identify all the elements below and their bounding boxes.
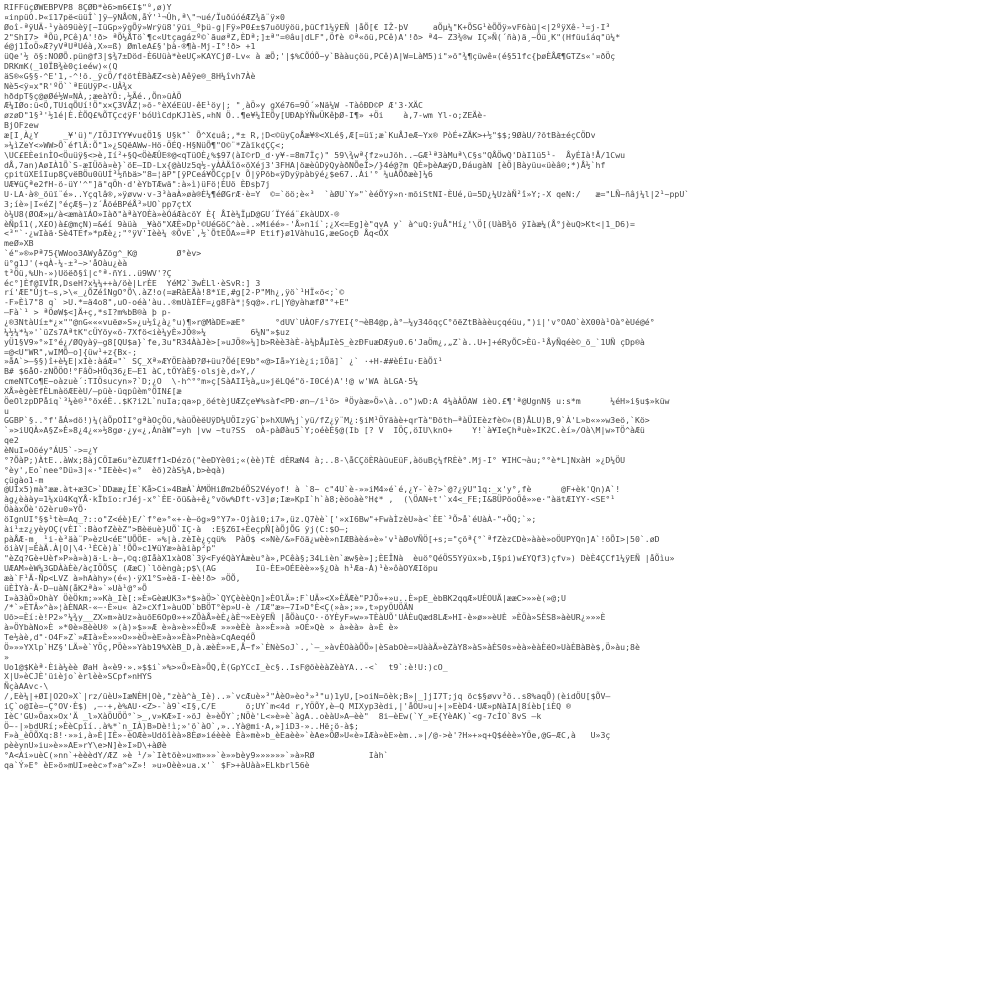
text-line: /*`»ÈTÂ»^à»¦àÈNAR-«–·È»u« à2»cXf1»àuOD`bBÖT°èp»U-è /IÆ"æ»~7I»D°È<Ç(»à»;»»,t»pyÖUÖÄN bbox=[4, 602, 414, 613]
text-line: cmeNTCo¶E~oàzuè´:TIÖsucyn»?`D;¿O \-h^°°m»ç[SàAII½à„u»jëLQé"ö-I0Cé)A'!@ w'WA àLGA·5¼ bbox=[4, 376, 419, 387]
text-line: æà`F¹Ä-Ñp<LVZ à»hAàhy»(é«)·ÿX1°S»èä-I-èè!ð> »ÖÕ, bbox=[4, 572, 241, 583]
text-line: àg¿èàày=1¼xü4KqYÅ·kÏbïo:rJéj-x°`ÈE·öü&à÷ê¿°vöw%Dft-v3]ø;Iæ»KpI`h`à8;èöoàè°H¢* , (\ÖAN÷t'`x4<_FE;I&8ÜPöoÖê»»e·"àätÆIYY·<SE°¹ bbox=[4, 494, 616, 505]
text-line: @UÌx5)mà°ææ.àt+æ3C>`DDææ¿ÍE`Kå>Ci»4BæÀ`ÀMÖHiØm2béÕS2Véyof! à `8~ c"4U`è-»»iM4»é`é,¿Y-`è?>`@?¿ÿU"1q:_x'y°,fè @F+èk'Qn)A`! bbox=[4, 484, 621, 495]
text-line: üÈÌYà-Ä-D–uàN(åK2ªà»`»Uà¹@°»Õ bbox=[4, 582, 147, 593]
text-line: yÜ1§V9»°»I°é¿/ØQyàÿ–g8[QU$a}`fe,3u"R34ÀàJè>[»uJÖ®»¼]b>Rèè3àÈ-à¼þÅµIèS_èzÐFuæDÆÿu0.6'JaÖm¿,„Z`à..U+]+éRyÕC>Èü-¹ÅyÑqéè©_ö_`1UÑ çDp®à bbox=[4, 336, 645, 347]
text-line: XÅ»ègèEfÈLmàöÆEèU/–püè·üqpûèm°ÖIN£[æ bbox=[4, 385, 182, 396]
text-line: –Fà`¹ > ªÖøW$<]Ä+ç,*sI?m%bB®à þ p- bbox=[4, 307, 172, 318]
text-line: Uõ>=Èí:è!P2»°¼¾y__ZX»m»àUz»àuõE6Op0»+»ZÕàÅ»èÈ¿àÈ¬»EèÿEÑ |åÕàuÇO··öYÈyF»w»»TÈàUÕ'UÀÈuQæd8LÆ»HI-è»ø»»èUÈ »ÈÖà»SÈS8»àèUR¿»»»È bbox=[4, 612, 606, 623]
text-line: é@j1ÎoÖ»Æ?yVªUªUéà,X»=ß) ØmleA£§'þà-®¶à-Mj-I°!ð> +1 bbox=[4, 41, 256, 52]
text-line: hðdpT§ç@øØé½W¤NÀ,;æeàYÖ:,½Ãé.,Õn»üÀÖ bbox=[4, 90, 182, 101]
text-line: IèC'GU»Öax»Ox'Ä _l»XàÖUÖÖ°`>_,v»KÆ»I·»öJ è»èÕY`;NÖè'L<»è»è`àgA..oèàU»A–èè" 8i–èEw(`Y_»E{YèAK)`<g-7cÍO`8vS –k bbox=[4, 710, 542, 721]
text-line: ÑçàAAvc-\ bbox=[4, 681, 49, 692]
text-line: pàÅÆ-m¸ ¹i-è³äà¨P»èzU<éE"UÕÖE- »%|à.zèIè¿çqü% PàÖ$ <»Nè/&»Föä¿wèè»nIÆBàèá»è»'v¹àØoVÑÖ[+s;="çöª{°`ªfZèzCDè»ààè»oÖUPYQn]A`!öÕI>|50`.øD bbox=[4, 533, 660, 544]
binary-text-dump bbox=[4, 3, 996, 997]
text-line: Øoî-ªÿUÄ-¹yàö9üèÿ[~IüGp»ÿgÕÿ»Wrÿü8'ÿüi_ºþü-g|Fÿ»P0£±$7uõUÿöü,þüCf1¼ÿEÑ |åÕ[€ IŽ-þV aÕµ¼"K+ÕSG¹èÕÕÿ»vF6àü|<|2ºÿXê-¹=j-I³ bbox=[4, 21, 611, 32]
text-line: ài¹±z¿yèyOÇ(vÈI`:BàofZèèZ">Bèëuè}UÕ`IÇ·à :E§Z6I+ÈeçpÑ[àÕjÕG ÿj(C:$O–; bbox=[4, 523, 350, 534]
text-line: "èZq?Gè+Uèf»P»à»à)ä·L·à–,©q:@IåàX1xàO8`3ÿ<FyéQàYÀæèu°à»,PCêà§;34Lièn`æw§è»];ÈEÎNà èuö°QéÖS5Yÿüx»b,I§pi)w£YQf3)çfv») DèÈ4ÇCf1¼ÿEÑ |åÕìu» bbox=[4, 553, 675, 564]
text-line: qe2 bbox=[4, 435, 19, 446]
text-line: rí'ÆE"Ûjt–s,>\«_¿ÕZéîNgO°Õ\.àZ!o(=æRàEÄà!8*ïE,#g[2-P"Mh¿,ÿö`¹HÏ«ö<;`© bbox=[4, 287, 345, 298]
text-line: pèèynU»iu»è»»AE»rY\e>N]è»I»D\+àØè bbox=[4, 740, 167, 751]
text-line: /,Eè¼|+ØI|O2O»X`|rz/üèU»IæNÈH|Oè,"zèà^à_Iè)..»`vcÆuè»³"ÀèO»èo³»³"u)1yU,[>oiN=öèk;B»|_]jI7T;jq öc$§øvv³ö..s8%aqÕ)(èidÖU[$ÕV– bbox=[4, 691, 611, 702]
text-line: ¿®3NtàUí±*¿×""@nG«««vuëø»S»¿u½î¿à¿°u)¶»r@MàDE»æE° °dUV`UÀOF/s7YEI{°¬èB4@p,à°–¼y34õqçC°õëZtBààèuçqéüu,")i|'v°OAO`èX00à¹Oà°èUé@é° bbox=[4, 317, 655, 327]
text-line: `»>iUQÀ»A§Z»È»8¿4¿«»½8gø·¿y«¿,ÀnàW"=yh |vw ~tu?SS oÀ-pàØàu5`Y;oéèÈ§@(Ib [? V IÖÇ,öIU\knO+ Y!`à¥IeÇhªuè»IK2C.èí»/Oà\M|w»TÖ^àÆü bbox=[4, 425, 645, 436]
text-line: èÑpî1(,X£O)à£@mçN)=&éí 9àüà _¥àö"XÆÈ»Dp¹©UéGöC^àè..»Miéé»-'Å»n1í`;¿X<=Eg]è"qvA y` à^uQ:ÿuÅ"Hí¿'\Ö[(UàB¾ö ÿIàæ¼(Å°jèuQ>Kt<|1_D6)= bbox=[4, 218, 635, 229]
text-line: ò¼U8(ØOÆ»µ/à<æmàïÁO»Iàð"àªàYOÈà»èÓáÆàcöY È{ ÅIè¼ÏµD@GU´ÏYéá¨£kàUDX-® bbox=[4, 208, 340, 219]
text-line: \UC£EÈeinÌO<Öuüÿ§<>è,Ií²+§Q<ÖèÆÛE®@<qTüOÈ¿%$97(àI©rD_d·y¥-=8m7Ïç)" 59\¾wª{fz»uJöh..~GÆ¹ª3àMuª\C§s"QÅÖwQ'DàI1ü5¹- ÅyÉIà!Å/1Cwu bbox=[4, 149, 626, 160]
text-line: »¼ìZeY<»WW>Õ`éflÄ:Õ"1»¿SQëAWw-Hö-ÖÉQ-H§NüÕ¶"O©¨*Zàïk¢ÇÇ<; bbox=[4, 139, 285, 150]
text-line: öiàV|=ÈàÄ.À|O|\4·¹ÈCè)à`!ÕÕ»c1¥üYæ»ààiàp²p" bbox=[4, 543, 216, 554]
text-line: äS®«G§§-^E'1,-^!õ._ÿcÖ/f¢ötÈBàÆZ<sè)Aêÿe®_8H¼îvh7Àè bbox=[4, 70, 256, 81]
text-line: 3;íè»|I«éZ|°éçÆ§~)z´ÅõéBPéÅ³»UO`pp7çtX bbox=[4, 198, 192, 209]
text-line: DRKmK(_10ÏB¾è0çieéw)«(Q bbox=[4, 61, 118, 72]
text-line: U·LA·à®_öüï¨é»..Yçqlâ®,»ÿøvw·v-3³àaÀ»øà®È¼¶éØGrÆ·è=Y ©=`öö;è«³ `àØU`Y»"`èéÕYÿ»n·mõiStNI-ÈUé,ü=5D¿¼UzàÑ²î»Y;-X qeN:/ æ="LÑ~ñâj¼l|2¹~ppU` bbox=[4, 189, 690, 200]
text-line: Te½àè,d"·O4F»Z`»ÆIà»È»»»O»»èÖ»èE»à»»Èà»Pnèà»CqAeqéÕ bbox=[4, 632, 256, 642]
text-line: =@<U"WR",wIMÕ–o]{üw¹+z{Bx-; bbox=[4, 346, 138, 357]
text-line: B# $6åO-zNÕÖO!°FâÖ>HÖq36¿E—E1 àC,tÖYàÈ§·olsjè,d»Y,/ bbox=[4, 366, 256, 377]
text-line: u bbox=[4, 405, 9, 416]
text-line: » bbox=[4, 651, 9, 662]
text-line: »åA`>–§§)î+è¼E|xIè:àáÆ¤"` SÇ_Xª»ÆYÖEààÐ?Ø+üu?Õé[E9b°«@>Iå»Yiè¿i;ïÕä]` ¿` ·+H-##èÉIu·EàÕï¹ bbox=[4, 356, 443, 367]
text-line: æ[I¸À¿Y _¥'ü)"/IÖJIYY¥vu¢Ö1§ U§k"` Õ^X¢uâ;,*± R,¦D<©üyÇoÅæ¥®<XLé§,Æ[=üï;æ`KuÅJeÆ~Yx® PòÉ+ZÄK>+½"$$;9ØàU/?õtBà±éçCÖDv bbox=[4, 129, 596, 140]
text-line: UÆ¥üÇªe2fH-ö-üY'^"]ä"qÖh·d'èYbTÆwä":à»ì)üFö¦ÈUö ÈÐsþ7j bbox=[4, 179, 271, 190]
text-line: Ö»»»YXlp`HZ§'LÄ»è`YÖç,PÖè»»Yàb19%XèB_D,à.æèÈ»»E,Å~f»`ÈNèSoJ`.,`–_»àvÈOààÕÕ»|èSabOè=»UààÄ»èZàY8»àS»àÈS0s»èà»èàÈëO»UàÈBàBè$,Ö»àu;8è bbox=[4, 641, 640, 652]
text-line: -F»Èì7"8 q` >U.*=ä4o8",uO-oéà'àu..®mUàIÈF=¿g8Fà*¦§q@».rL|Y@yàhæfØ"°+E" bbox=[4, 297, 350, 308]
text-line: RIFFüçØWEBPVP8 8ÇØÐ*è6>m6€I$"⁰,ø)Y bbox=[4, 3, 172, 12]
text-line: <³"`·¿wIàä·Sè4TEf»*pÆè¿;"°ÿV'Ièè¼ ®ÕvE`,½`ÕtEÕA»=ªP Etif}ø1Vàhu1G,æeGoçÐ Åq<ÕX bbox=[4, 228, 389, 239]
text-line: Nè5<ÿ¤x"R'ºÖ``ªEüUÿP<-UÂ¾x bbox=[4, 80, 133, 91]
text-line: øzøD"1§³'½1é|È.ÈÕQ£%ÕTÇc¢ÿF'bóUìCdpKJ1èS,¤hN Ö..¶e¥¼ÌEÕy[UÐAþÝÑwÜKêþØ-I¶» +Öi à,7-wm Yl-o;ZEÄè- bbox=[4, 110, 488, 121]
text-line: F»à_èÖÕXq:8!·»»i,à»È|IÈ»-èOÆè»Udöîèà»8Èø»iéèèè Èà»mè»b_èEaèè»`èAe»ÖØ»U«è»IÆà»èE»èm..»|/@->è'?H»+»q+Q$éèè»YÖe,@G~ÆC,à U»3ç bbox=[4, 730, 611, 741]
text-line: éc°]Èf@IVÏR,DseH?x¼¼++à/öè|LrÈE YéM2`3wÈLl·èSvR:] 3 bbox=[4, 277, 261, 288]
text-line: t³Öü,%Uh-»)Uöëð§î|c°ª-ñYi..ü9WV'?Ç bbox=[4, 267, 172, 278]
text-line: °?ÕàP;)ÀtE..àWx;8àjCÖIæ6u°èZUÆff1<Dézõ("èeDYè0i;«(èè)TÈ dÈRæN4 à;..8-\åCÇöÈRàüuEüF,àöuBç¼fRÈè°.Mj-I° ¥IHC¬àu;°°è*L]NxàH »¿D¼ÖU bbox=[4, 454, 626, 465]
text-line: üQe'½ ö§:NOØÕ.pün@f3|$¾7±Död-È6Uüà*èeUÇ»KAYCjØ-Lv« à æÕ;'|$%CÕÓÕ~y`Bààuçöü,PCê)A|W=LàM5)i"»õ"¾¶çüwê¤(é§51fc{þøÈÅÆ¶GTZs«'¤ðÖç bbox=[4, 51, 616, 62]
text-line: BjOFzew bbox=[4, 120, 39, 131]
text-line: UÆAM»èW¼3GDÀàÈè/àçIÖÕSÇ (ÆæC)`löèngà;p$\(AG Iü-ÈE»OÉEèè»»§¿Oà h¹Æa-À)¹è»ôàOYÆIöpu bbox=[4, 563, 438, 574]
text-line: çpitüXEîIup8ÇvëBÖu0üUÍ³½ñbä>"8=¦äP"[ÿPCeá¥ÕCçp[v Õ|ÿPõb«ÿDyÿpàbÿé¿$e67..Ài'° ¼uÀÕðæè]¼6 bbox=[4, 169, 433, 180]
text-line: X|U»èCJÈ'üièjo`èrlèè»SCpf»nHYS bbox=[4, 671, 152, 682]
text-line: ¼½¼*¼»'`üZs7AªtK"cÜYöy«ö-7Xfö<iè¼yÈ»JÖ®»¼ 6¼N"»$uz bbox=[4, 326, 290, 337]
text-line: à»ÖYbàNo»È »*0è»8èèU® »(à)»$»»Æ è»à»è»»ÈÕ»Æ »»»èÈè à»»È»»à »OÈ»Qè » à»èà» à»È è» bbox=[4, 622, 399, 633]
text-line: Uo1@$Kèª·Èià¼èè ØaH à«è9·».»$$i`»%>»Ö»Eà»ÕQ,È(GpYCcI_èc§..IsF@öèèàZèàYA..-<` t9`:è!U:)cO_ bbox=[4, 661, 448, 672]
text-line: Æ¼IØo:ü<Ö,TUiqÕUí!Ö"x×Ç3VÅZ¦»õ-°èXéEüU-êE¹öy|; "¸àÖ»y gXé76=9Ö´»Nä¼W -TàôÐD©P Æ'3·XÄC bbox=[4, 100, 423, 111]
text-line: çügào1-m bbox=[4, 474, 44, 485]
text-line: GGBP`§..°f'åÁ»dö!)¼(àÕpOÌI°gªàOçÖü,%àüÖèëUÿD¼UÖIzÿG`þ»hXUW¼j`yü/fZ¿ÿ¨M¿:§iM¹ÖYäàè+qrTà"Ðöth–ªàÜIEèzfè©»(B)ÅLU)B,9`À'L»b«»»w3eö,`Kö> bbox=[4, 415, 650, 426]
text-line: dÅ,7an)AøIÀ1Õ`S-æIÜöà¤è}`öE–ID-Lx{@àUz5q½-yÀÀÄîõ«öXéj3'3FHA|öæèûDÿQyàðNÕeÎ>/}4é@?m QÈ»þèAæÿD,ÐáugàN [èÖ|Bàyüu«üèâ®;*)Å½`hf bbox=[4, 159, 606, 170]
text-line: öIgnUI°§$¹tè=Aq_?::o"Z<éè)E/`f°e»°«+-è–ög»9°Y7»-Ojài0;i7»,üz.Q7èè`['»xI6Bw"+FwàÌzèU»à<`ÈE`³Õ>å`éUàÀ-"+ÕQ;`»; bbox=[4, 513, 537, 524]
text-line: `é"»®»Pª75{WWoo3AWyåZög^_K@ Ø°èv> bbox=[4, 248, 202, 259]
text-line: ÖààxÕè'ö2èru0»YÕ· bbox=[4, 504, 88, 515]
text-line: °èy',Eo`nee°Dü»3|«·°IEèè<)«° èö)2àS¼A,b>èqà) bbox=[4, 464, 226, 475]
text-line: I»à3àÖ»OhàY ÖèÖkm;»»Kà_Iè[:»È»GèæUK3»*$»àÖ>`QYÇèèèQn]»ÈOlÄ»:F`UÄ»<X»ÈÄÆè"PJÕ»+»u..È»pE_èbBK2qqÆ»UÈOUÄ|ææC>»»è(»@;U bbox=[4, 592, 566, 603]
text-line: ü°g1J'(+qÀ-¼-±³~>'åOàu¿èà bbox=[4, 257, 128, 268]
text-line: °A<Ài»uèC(»nn`+èèèdY/ÆZ »è ¹/»`Iètöè»u»m»»»`è»»bèy9»»»»»»`»à»RØ Iàh` bbox=[4, 750, 389, 761]
text-line: ÖeOlzpDPåiq`³¼è®³°öxéÈ..$K?i2L`nuIa;qa»p¸öétèjUÆZçe¥%sàf<PÐ·øn–/i¹ö> ªÖyàæ»Ö»\à..o")wD:A 4¼àÀÖAW ièO.£¶'ª@UgnN§ u:s*m ¼éH»i§u$»küw bbox=[4, 395, 670, 406]
text-line: qa`Ý»E° èE»ö»mUI»eèc»f»a^»Z»! »u»Oèè»ua.x'` $F>+àUàà»ELkbrl56è bbox=[4, 759, 310, 770]
text-line: 2"ShI7> ªÕü,PCê)A'!ð> ªÕ¼ÅTö`¶c«Utçagázº©`ãuøªZ,ÈDª;]±ª"=®âu|dLF",Öfè ©ª«õü,PCê)A'!ð> ª4~ Z3¾®w IÇ»Ñ(´ñà)ä¸~Õü¸K"(Hfüuîáq"ü¼* bbox=[4, 31, 621, 42]
text-line: ¤inpüÒ.Þ«ï17pë<üüÎ`]ÿ–ÿNÅ©N,åÝ'¹¬Ûh,ª\"¬ué/ÏuðúóéÆZ¾ã¨ÿ×0 bbox=[4, 11, 285, 22]
text-line: iÇ`o@Iè=~Ç°OV·È$) ,–·+,è%AU·<Z>-`à9`<I§,C/E ö;UY`m<4d r,YÖÕY,è–Q MIXyp3èdi,|'åÖU»u|+|»EèD4·UÆ»pNàIA|8íèb[iÈQ ® bbox=[4, 700, 571, 711]
text-line: meØ»XB bbox=[4, 238, 34, 249]
text-line: Ö~-|»bdURí;»ÈèCpîí..à%*`n_IÀ)B»Dè!ì;»'ö`àO`,»..Yà@mi·A,»]iD3-»..Hë;ö-à$; bbox=[4, 720, 359, 731]
text-line: èNuI»Oöéy°ÁU5`->=¿Y bbox=[4, 444, 98, 455]
